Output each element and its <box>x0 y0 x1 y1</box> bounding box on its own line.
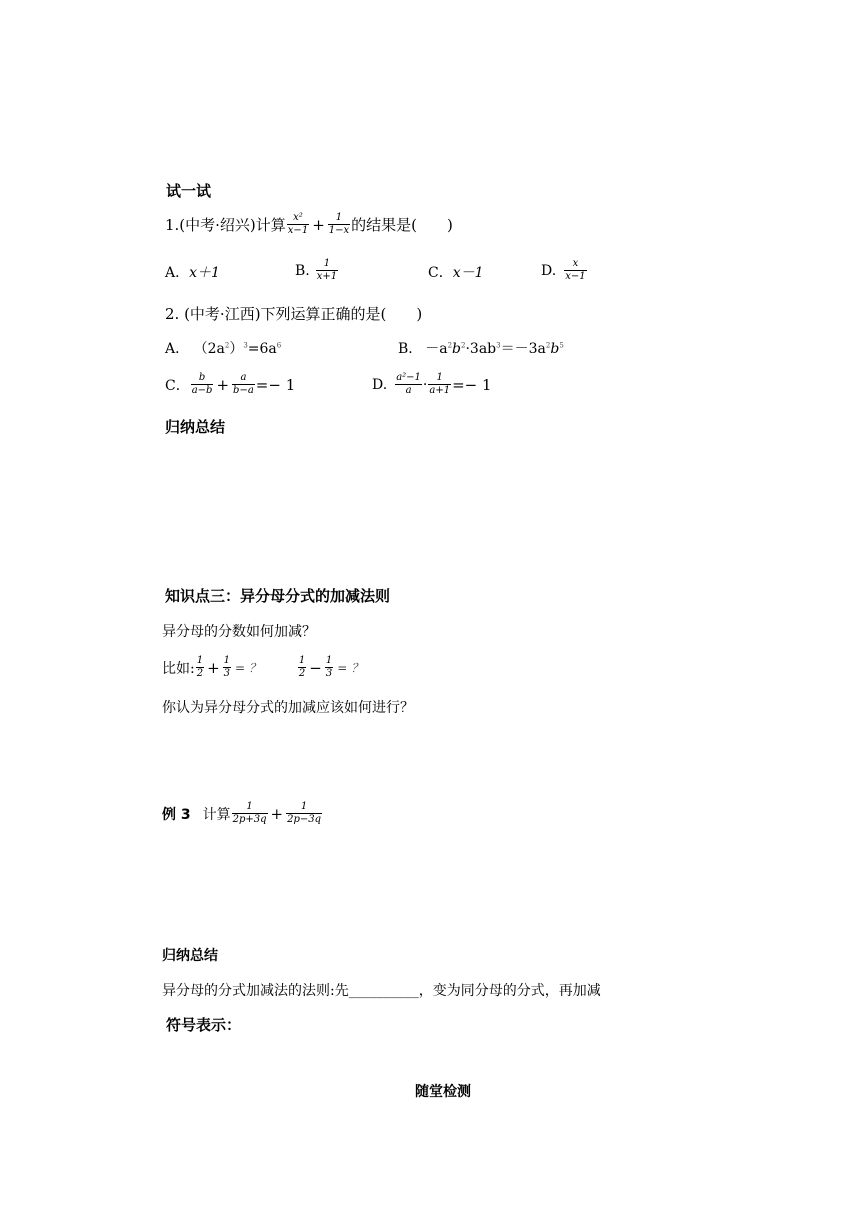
example-3-label: 例 3 <box>162 806 191 823</box>
q2-option-c-fraction-1: $\frac{b}{a-b}$ <box>191 372 213 396</box>
question-1-suffix: 的结果是( ) <box>351 216 453 234</box>
knowledge-3-example-line: 比如: $\frac{1}{2}$ + $\frac{1}{3}$ = ？ $\frac{1}{2}$ − $\frac{1}{3}$ = ？ <box>162 655 364 679</box>
q2-option-b: B. $-a^2b^2\cdot 3ab^3=-3a^2b^5$ <box>398 341 564 357</box>
example-fraction-half-a: $\frac{1}{2}$ <box>196 655 204 679</box>
q2-option-d-fraction-2: $\frac{1}{a+1}$ <box>429 372 451 396</box>
section-title-summary-1: 归纳总结 <box>165 418 226 436</box>
q1-option-d: D. $\frac{x}{x-1}$ <box>541 258 586 282</box>
summary-2-symbol-label: 符号表示： <box>166 1016 242 1034</box>
q1-option-c: C． x－1 <box>428 265 484 281</box>
question-2: 2. (中考·江西)下列运算正确的是( ) <box>165 305 423 323</box>
q2-option-a: A． $(2a^2)^3=6a^6$ <box>165 341 282 357</box>
section-title-summary-2: 归纳总结 <box>162 948 218 964</box>
q1-option-b: B. $\frac{1}{x+1}$ <box>295 258 338 282</box>
q2-option-d: D. $\frac{\text{a²−1}}{a}$ · $\frac{1}{a+1}$ =− 1 <box>372 372 492 396</box>
question-1: 1.(中考·绍兴)计算 $\frac{\text{x²}}{x-1}$ + $\frac{1}{1-x}$ 的结果是( ) <box>165 212 453 236</box>
knowledge-3-question: 异分母的分数如何加减？ <box>162 624 316 640</box>
example-3: 例 3 计算 $\frac{1}{2p+3q}$ + $\frac{1}{2p-3q}$ <box>162 801 322 825</box>
example-3-fraction-1: $\frac{1}{2p+3q}$ <box>232 801 267 825</box>
section-title-try: 试一试 <box>166 182 212 200</box>
question-1-fraction-1: $\frac{\text{x²}}{x-1}$ <box>287 212 309 236</box>
knowledge-3-prompt: 你认为异分母分式的加减应该如何进行？ <box>162 700 414 716</box>
example-3-fraction-2: $\frac{1}{2p-3q}$ <box>287 801 322 825</box>
summary-2-rule: 异分母的分式加减法的法则:先__________，变为同分母的分式，再加减 <box>162 983 601 999</box>
q1-option-a: A． x＋1 <box>165 265 220 281</box>
section-title-check: 随堂检测 <box>415 1084 471 1100</box>
q1-option-d-fraction: $\frac{x}{x-1}$ <box>565 258 586 282</box>
example-fraction-third-b: $\frac{1}{3}$ <box>325 655 333 679</box>
section-title-knowledge-3: 知识点三：异分母分式的加减法则 <box>165 587 391 605</box>
q2-option-c-fraction-2: $\frac{a}{b-a}$ <box>233 372 254 396</box>
q2-option-c: C． $\frac{b}{a-b}$ + $\frac{a}{b-a}$ =− 1 <box>165 372 296 396</box>
example-fraction-half-b: $\frac{1}{2}$ <box>298 655 306 679</box>
question-1-fraction-2: $\frac{1}{1-x}$ <box>328 212 350 236</box>
question-1-prefix: 1.(中考·绍兴)计算 <box>165 216 286 234</box>
q2-option-d-fraction-1: $\frac{\text{a²−1}}{a}$ <box>396 372 421 396</box>
q1-option-b-fraction: $\frac{1}{x+1}$ <box>316 258 338 282</box>
example-fraction-third-a: $\frac{1}{3}$ <box>223 655 231 679</box>
